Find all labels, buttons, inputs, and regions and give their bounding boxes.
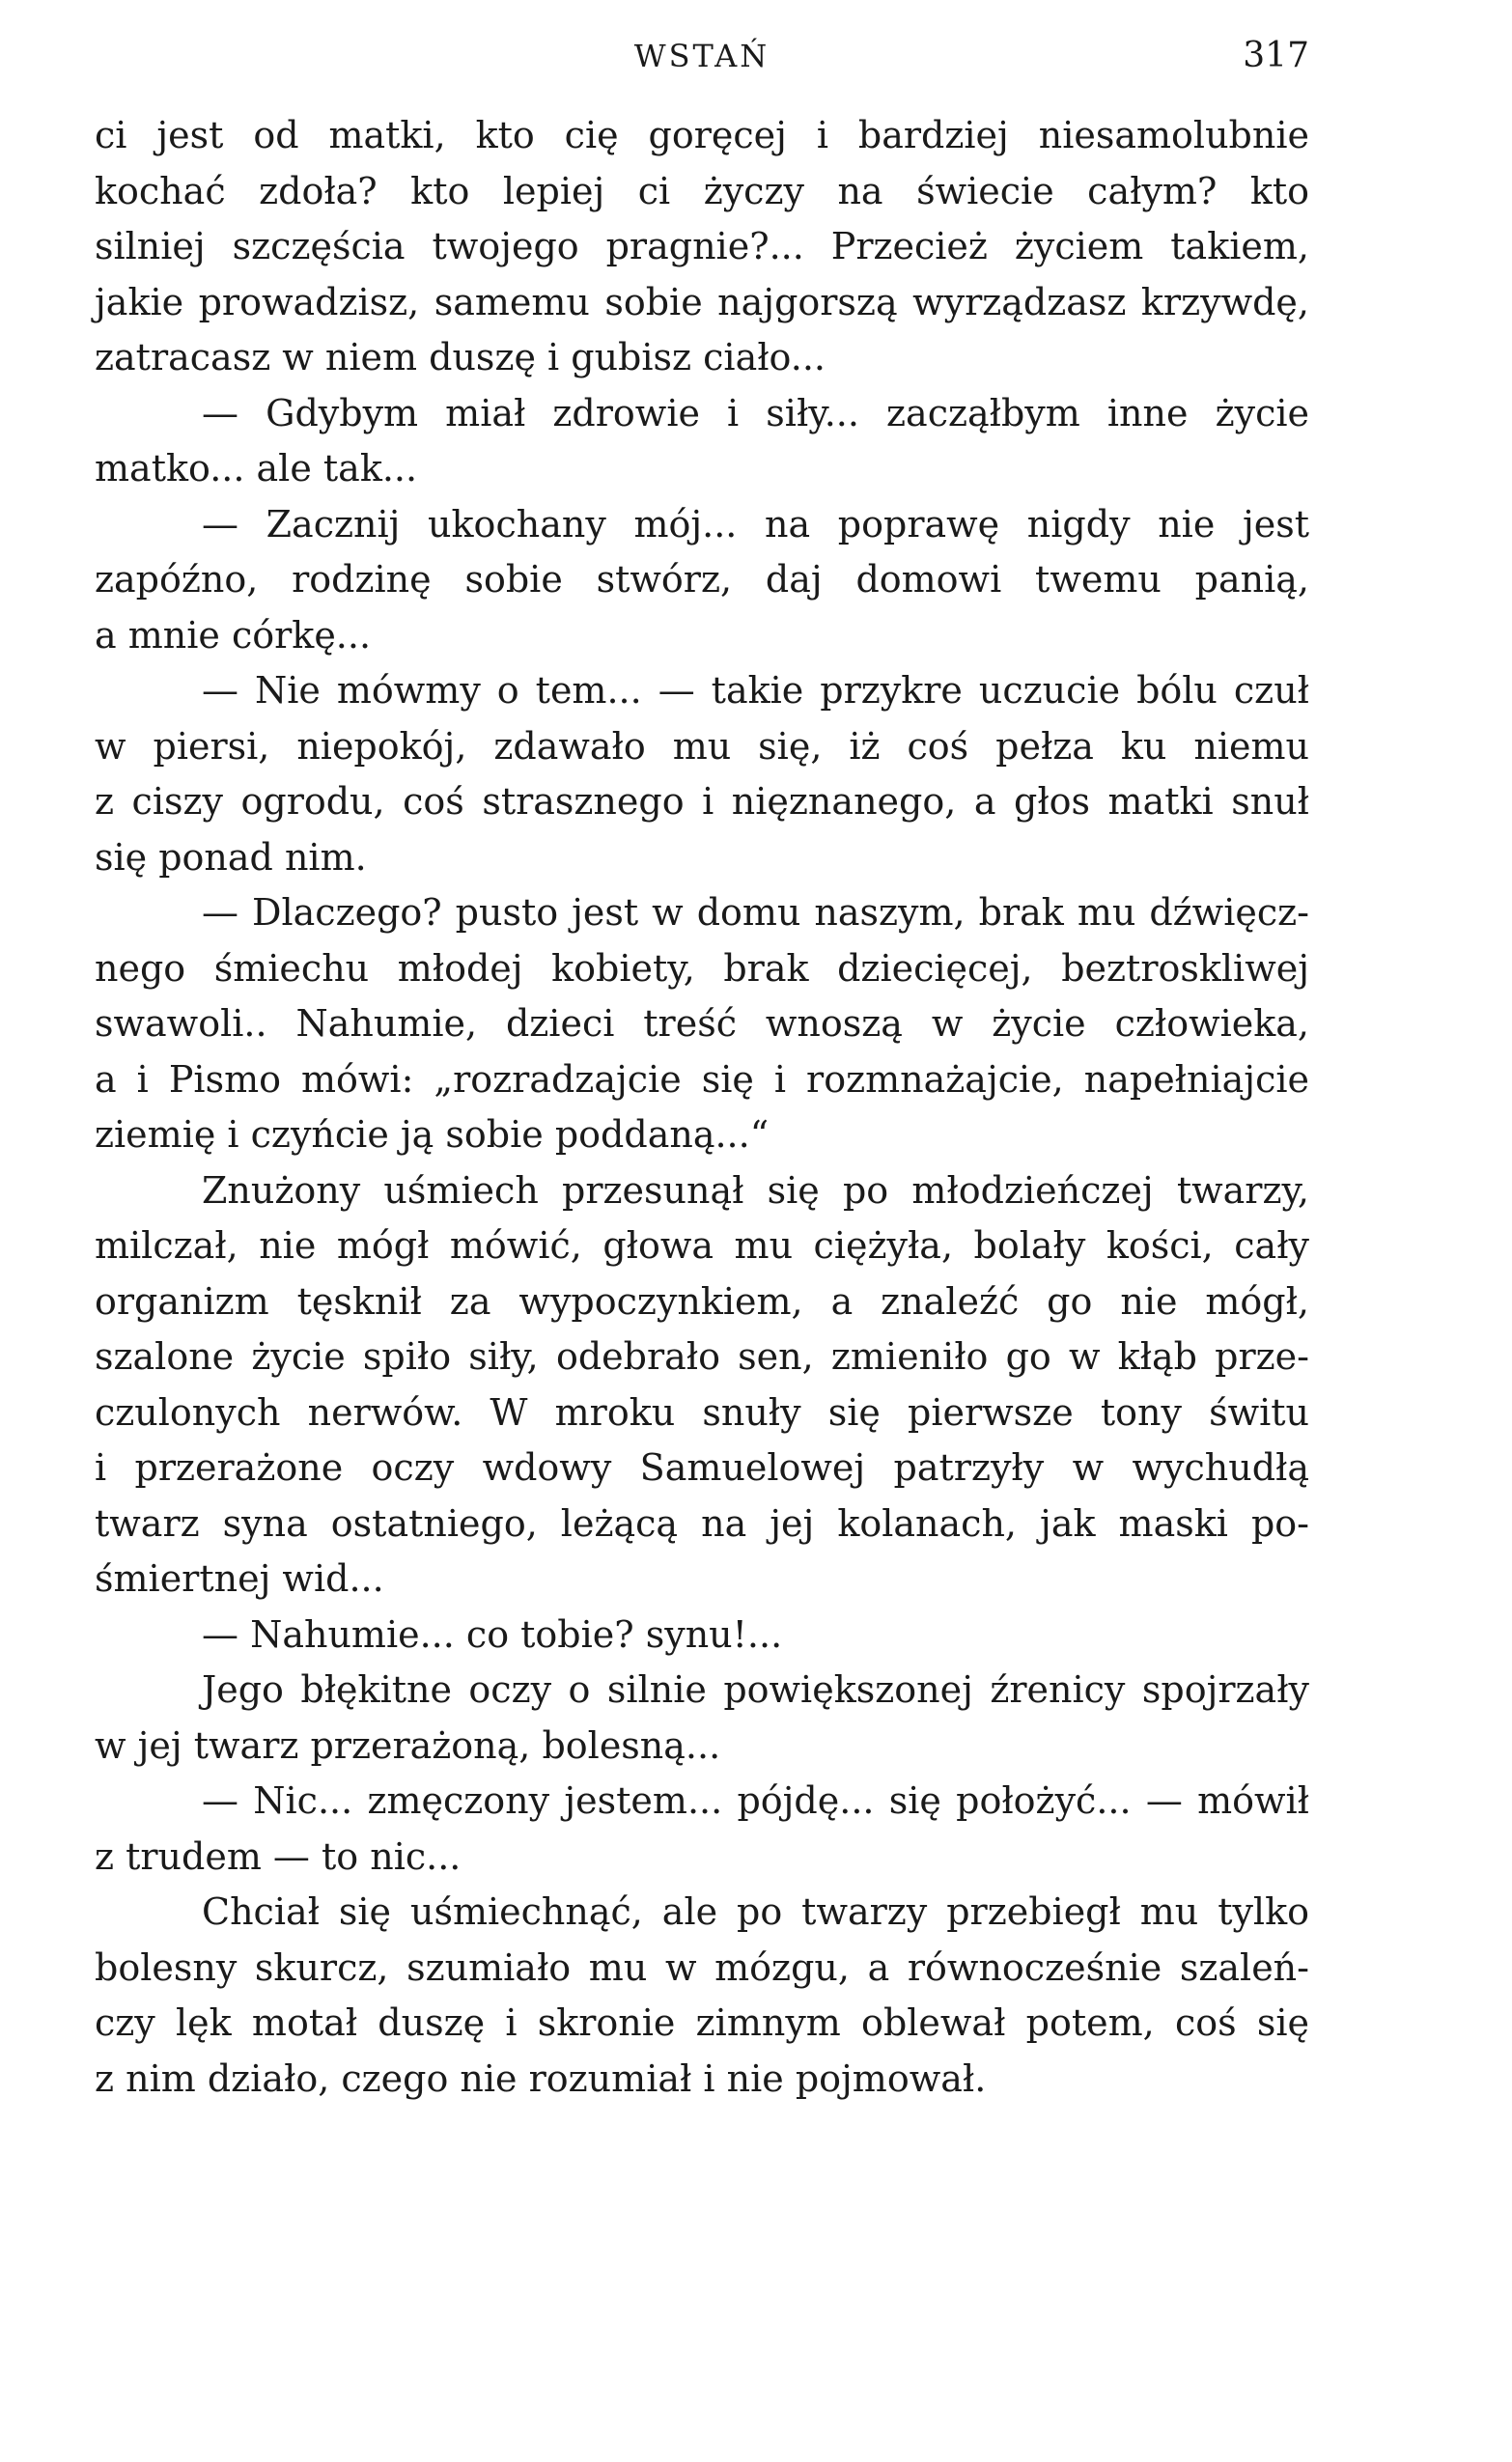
text-line: w jej twarz przerażoną, bolesną... <box>95 1723 721 1767</box>
text-line: — Gdybym miał zdrowie i siły... zacząłbym inne życie <box>202 391 1309 434</box>
text-line: śmiertnej wid... <box>95 1557 384 1600</box>
text-line: z trudem — to nic... <box>95 1834 462 1878</box>
running-head <box>95 27 1309 85</box>
text-line: Chciał się uśmiechnąć, ale po twarzy przebiegł mu tylko <box>202 1890 1309 1933</box>
text-line: milczał, nie mógł mówić, głowa mu ciężyła, bolały kości, cały <box>95 1224 1309 1267</box>
text-line: — Zacznij ukochany mój... na poprawę nigdy nie jest <box>202 502 1309 546</box>
text-line: się ponad nim. <box>95 835 367 879</box>
text-line: Znużony uśmiech przesunął się po młodzieńczej twarzy, <box>202 1168 1309 1212</box>
text-line: i przerażone oczy wdowy Samuelowej patrzyły w wychudłą <box>95 1446 1309 1489</box>
text-line: nego śmiechu młodej kobiety, brak dziecięcej, beztroskliwej <box>95 946 1309 990</box>
text-line: Jego błękitne oczy o silnie powiększonej źrenicy spojrzały <box>202 1668 1309 1711</box>
text-line: z ciszy ogrodu, coś strasznego i nięznanego, a głos matki snuł <box>95 780 1309 823</box>
text-line: kochać zdoła? kto lepiej ci życzy na świecie całym? kto <box>95 169 1309 212</box>
text-line: ci jest od matki, kto cię goręcej i bardziej niesamolubnie <box>95 114 1309 156</box>
text-line: ziemię i czyńcie ją sobie poddaną...“ <box>95 1113 770 1156</box>
text-line: czy lęk motał duszę i skronie zimnym oblewał potem, coś się <box>95 2001 1309 2044</box>
text-line: twarz syna ostatniego, leżącą na jej kolanach, jak maski po- <box>95 1501 1309 1545</box>
text-line: — Nie mówmy o tem... — takie przykre uczucie bólu czuł <box>202 669 1309 712</box>
text-line: organizm tęsknił za wypoczynkiem, a znaleźć go nie mógł, <box>95 1279 1309 1323</box>
body-text <box>95 108 1309 2107</box>
chapter-title: WSTAŃ <box>633 38 770 74</box>
text-line: a i Pismo mówi: „rozradzajcie się i rozmnażajcie, napełniajcie <box>95 1057 1309 1101</box>
text-line: czulonych nerwów. W mroku snuły się pierwsze tony świtu <box>95 1390 1309 1434</box>
text-line: jakie prowadzisz, samemu sobie najgorszą wyrządzasz krzywdę, <box>95 280 1309 323</box>
page-number: 317 <box>1243 36 1309 75</box>
text-line: matko... ale tak... <box>95 447 418 490</box>
text-line: silniej szczęścia twojego pragnie?... Przecież życiem takiem, <box>95 225 1309 267</box>
text-line: — Nic... zmęczony jestem... pójdę... się położyć... — mówił <box>202 1779 1309 1822</box>
text-line: swawoli.. Nahumie, dzieci treść wnoszą w życie człowieka, <box>95 1002 1309 1045</box>
text-line: z nim działo, czego nie rozumiał i nie pojmował. <box>95 2056 987 2100</box>
text-line: zatracasz w niem duszę i gubisz ciało... <box>95 336 826 378</box>
text-line: bolesny skurcz, szumiało mu w mózgu, a równocześnie szaleń- <box>95 1945 1309 1989</box>
text-line: — Dlaczego? pusto jest w domu naszym, brak mu dźwięcz- <box>202 891 1309 934</box>
text-line: zapóźno, rodzinę sobie stwórz, daj domowi twemu panią, <box>95 558 1309 601</box>
text-line: — Nahumie... co tobie? synu!... <box>202 1612 783 1656</box>
text-line: szalone życie spiło siły, odebrało sen, zmieniło go w kłąb prze- <box>95 1335 1309 1378</box>
text-line: w piersi, niepokój, zdawało mu się, iż coś pełza ku niemu <box>95 724 1309 768</box>
text-line: a mnie córkę... <box>95 613 372 657</box>
